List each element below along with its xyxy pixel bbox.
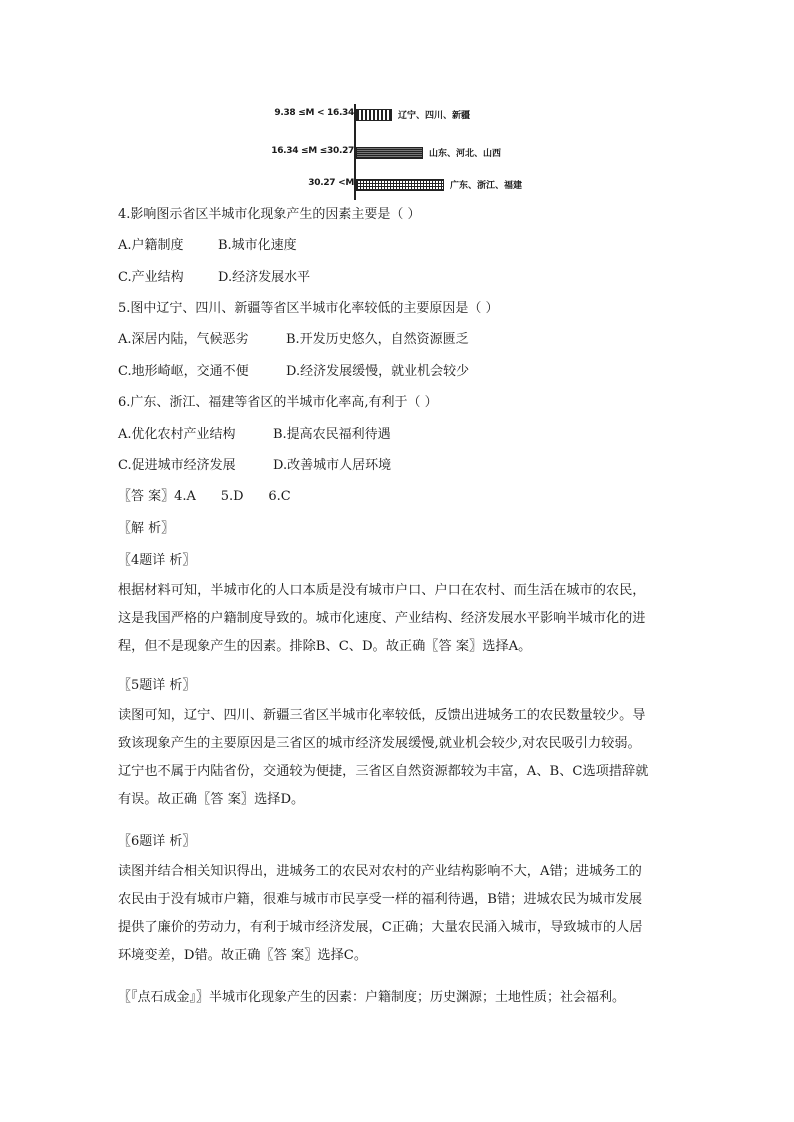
question-4-options-row-2 xyxy=(118,270,310,286)
question-6-options-row-1 xyxy=(118,427,391,443)
tick-label-3: 30.27 <M xyxy=(308,178,354,188)
chart-row-2 xyxy=(270,144,540,164)
option-6c: C.促进城市经济发展 xyxy=(118,458,236,473)
option-5b: B.开发历史悠久，自然资源匮乏 xyxy=(286,332,469,347)
option-6b: B.提高农民福利待遇 xyxy=(273,427,391,442)
question-5-options-row-2 xyxy=(118,364,469,380)
bar-3 xyxy=(356,179,444,191)
chart-row-1 xyxy=(270,106,540,126)
detail-5-heading: 〖5题详 析〗 xyxy=(118,678,196,693)
detail-6-line-3: 提供了廉价的劳动力，有利于城市经济发展，C正确；大量农民涌入城市，导致城市的人居 xyxy=(118,920,643,935)
question-4-options-row-1 xyxy=(118,238,297,254)
detail-5-line-1: 读图可知，辽宁、四川、新疆三省区半城市化率较低，反馈出进城务工的农民数量较少。导 xyxy=(118,708,646,723)
option-4b: B.城市化速度 xyxy=(218,238,297,253)
detail-4-paragraph xyxy=(118,577,688,661)
question-4-stem: 4.影响图示省区半城市化现象产生的因素主要是（ ） xyxy=(118,207,421,222)
detail-4-line-3: 程，但不是现象产生的因素。排除B、C、D。故正确〖答 案〗选择A。 xyxy=(118,639,532,654)
option-6d: D.改善城市人居环境 xyxy=(273,458,392,473)
detail-6-line-1: 读图并结合相关知识得出，进城务工的农民对农村的产业结构影响不大，A错；进城务工的 xyxy=(118,864,642,879)
option-6a: A.优化农村产业结构 xyxy=(118,427,236,442)
bar-label-1: 辽宁、四川、新疆 xyxy=(398,111,471,121)
question-5-options-row-1 xyxy=(118,332,469,348)
detail-4-heading: 〖4题详 析〗 xyxy=(118,553,196,568)
question-6-options-row-2 xyxy=(118,458,391,474)
option-4a: A.户籍制度 xyxy=(118,238,184,253)
tick-label-1: 9.38 ≤M < 16.34 xyxy=(274,108,354,118)
detail-6-heading: 〖6题详 析〗 xyxy=(118,834,196,849)
bar-2 xyxy=(356,147,423,159)
option-5d: D.经济发展缓慢，就业机会较少 xyxy=(286,364,470,379)
detail-5-line-4: 有误。故正确〖答 案〗选择D。 xyxy=(118,792,305,807)
option-4c: C.产业结构 xyxy=(118,270,184,285)
detail-6-paragraph xyxy=(118,858,688,970)
detail-6-line-2: 农民由于没有城市户籍，很难与城市市民享受一样的福利待遇，B错；进城农民为城市发展 xyxy=(118,892,642,907)
analysis-heading: 〖解 析〗 xyxy=(118,521,175,536)
tip-line: 〖『点石成金』〗半城市化现象产生的因素：户籍制度；历史渊源；土地性质；社会福利。 xyxy=(118,990,626,1005)
detail-5-line-3: 辽宁也不属于内陆省份，交通较为便捷，三省区自然资源都较为丰富，A、B、C选项措辞就 xyxy=(118,764,649,779)
bar-label-3: 广东、浙江、福建 xyxy=(450,181,523,191)
question-6-stem: 6.广东、浙江、福建等省区的半城市化率高,有利于（ ） xyxy=(118,395,438,410)
answer-line: 〖答 案〗4.A 5.D 6.C xyxy=(118,489,291,504)
chart-row-3 xyxy=(270,176,540,196)
bar-label-2: 山东、河北、山西 xyxy=(429,149,502,159)
detail-5-paragraph xyxy=(118,702,688,814)
detail-4-line-2: 这是我国严格的户籍制度导致的。城市化速度、产业结构、经济发展水平影响半城市化的进 xyxy=(118,611,646,626)
option-5a: A.深居内陆，气候恶劣 xyxy=(118,332,249,347)
tick-label-2: 16.34 ≤M ≤30.27 xyxy=(271,146,354,156)
question-5-stem: 5.图中辽宁、四川、新疆等省区半城市化率较低的主要原因是（ ） xyxy=(118,301,499,316)
detail-6-line-4: 环境变差，D错。故正确〖答 案〗选择C。 xyxy=(118,948,368,963)
semi-urbanization-bar-chart xyxy=(270,100,540,200)
option-5c: C.地形崎岖，交通不便 xyxy=(118,364,249,379)
detail-5-line-2: 致该现象产生的主要原因是三省区的城市经济发展缓慢,就业机会较少,对农民吸引力较弱。 xyxy=(118,736,641,751)
bar-1 xyxy=(356,109,392,121)
option-4d: D.经济发展水平 xyxy=(218,270,311,285)
detail-4-line-1: 根据材料可知，半城市化的人口本质是没有城市户口、户口在农村、而生活在城市的农民， xyxy=(118,583,646,598)
